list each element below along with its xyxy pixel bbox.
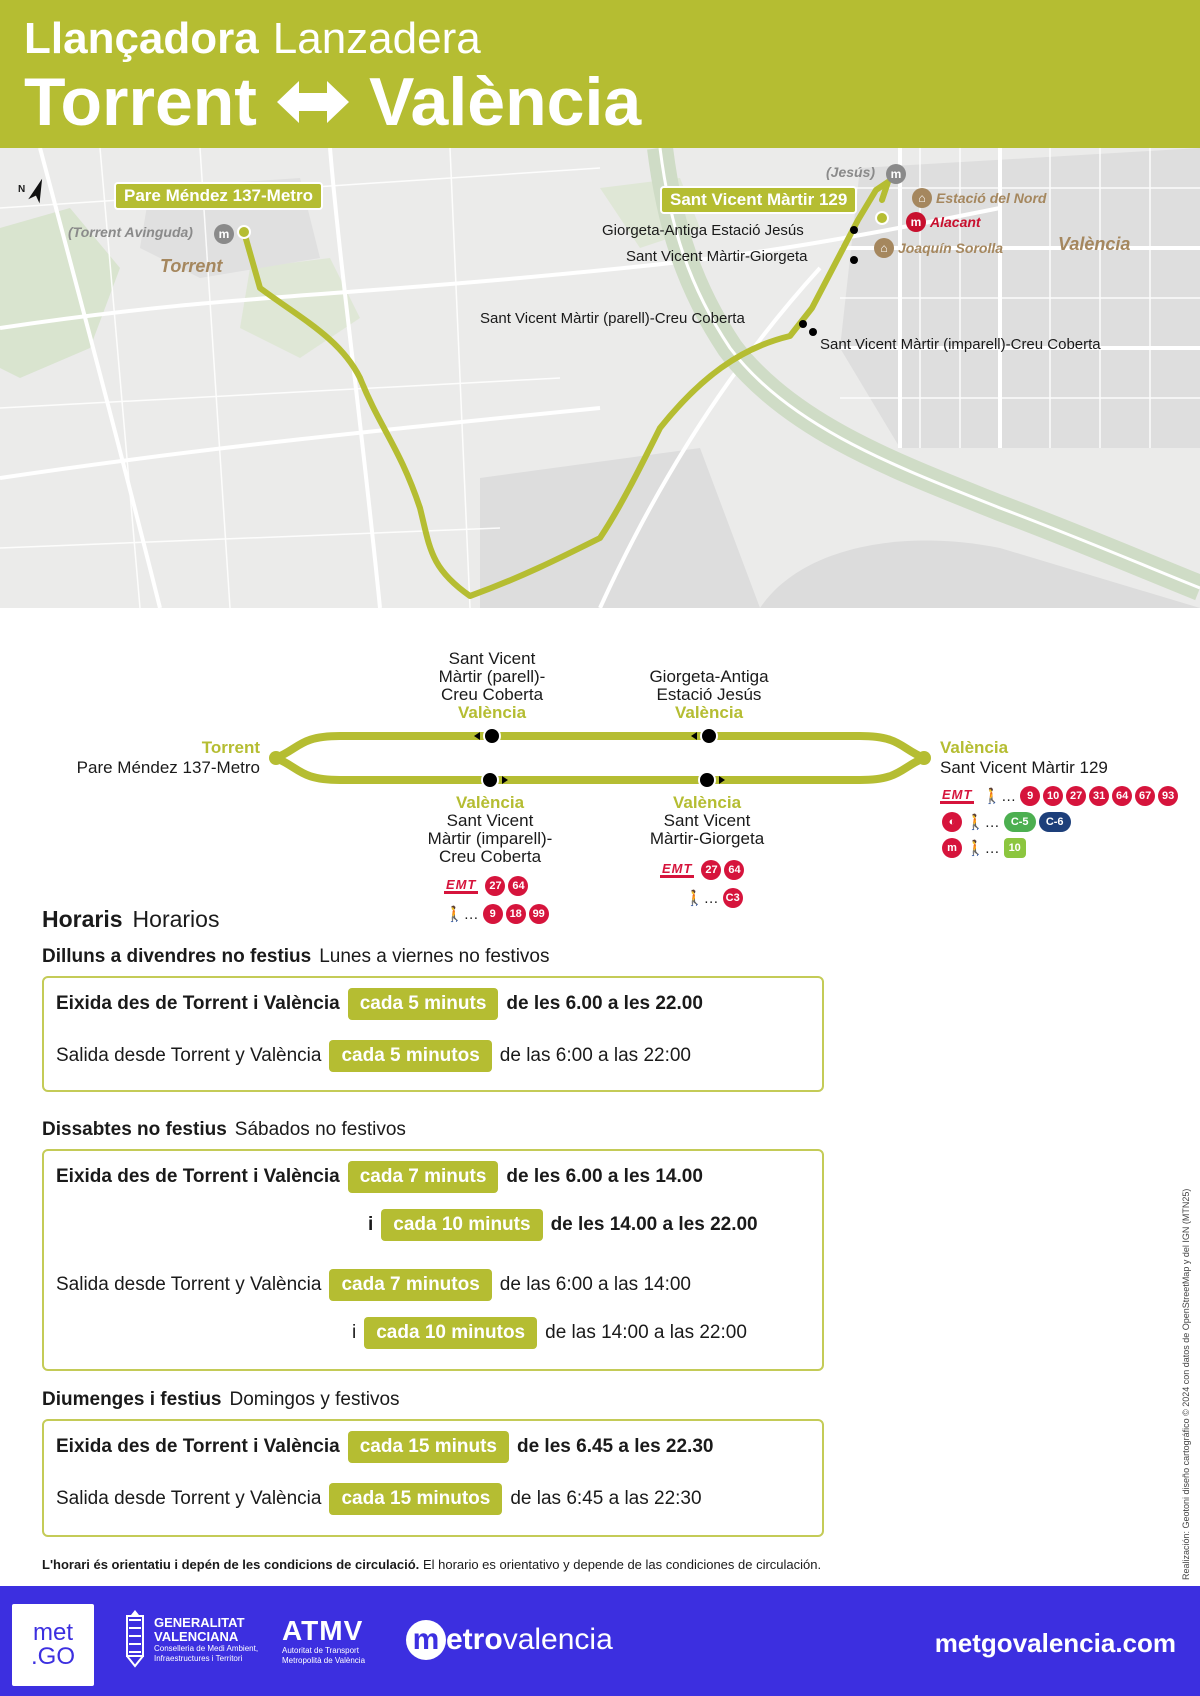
disclaimer-catalan: L'horari és orientatiu i depén de les condicions de circulació. <box>42 1557 420 1572</box>
section-title-spanish: Lunes a viernes no festivos <box>319 946 550 967</box>
weekday-section-title <box>42 946 549 968</box>
bottom-2-walk-connections <box>684 888 743 908</box>
schedule-heading <box>42 906 219 933</box>
metro-icon: m <box>886 164 906 184</box>
bus-line-badge: 10 <box>1043 786 1063 806</box>
bus-line-badge: 27 <box>701 860 721 880</box>
schedule-title-spanish: Horarios <box>132 906 220 932</box>
time-range: de las 6:45 a las 22:30 <box>510 1488 702 1509</box>
metro-icon: m <box>906 212 926 232</box>
stop-name-line: Creu Coberta <box>438 847 542 866</box>
departure-label: Eixida des de Torrent i València <box>56 1166 340 1187</box>
frequency-pill: cada 5 minuts <box>348 988 499 1020</box>
metrovalencia-logo <box>406 1620 613 1660</box>
footer <box>0 1586 1200 1696</box>
generalitat-line2: VALENCIANA <box>154 1629 239 1644</box>
bus-line-badge: 64 <box>724 860 744 880</box>
diagram-right-stop: Sant Vicent Màrtir 129 <box>940 758 1108 777</box>
bus-line-badge: 93 <box>1158 786 1178 806</box>
section-title-catalan: Diumenges i festius <box>42 1389 222 1410</box>
header-title-line <box>24 14 481 64</box>
departure-label: Salida desde Torrent y València <box>56 1045 322 1066</box>
section-title-spanish: Domingos y festivos <box>229 1389 400 1410</box>
bus-line-badge: 27 <box>485 876 505 896</box>
time-range: de las 14:00 a las 22:00 <box>545 1322 747 1343</box>
diagram-stop-bottom-1 <box>390 794 590 866</box>
stop-name-line: Creu Coberta <box>440 685 544 704</box>
bus-line-badge: 64 <box>1112 786 1132 806</box>
metgo-logo-line1: met <box>32 1619 73 1646</box>
departure-label: Salida desde Torrent y València <box>56 1274 322 1295</box>
stop-name-line: Sant Vicent <box>446 811 534 830</box>
route-map <box>0 148 1200 608</box>
map-metro-jesus-label: (Jesús) <box>826 164 876 180</box>
conjunction: i <box>352 1322 357 1343</box>
conjunction: i <box>368 1214 374 1235</box>
departure-label: Eixida des de Torrent i València <box>56 993 340 1014</box>
stop-name-line: Estació Jesús <box>656 685 762 704</box>
time-range: de les 14.00 a les 22.00 <box>550 1214 758 1235</box>
atmv-logo <box>282 1616 365 1666</box>
route-origin: Torrent <box>24 64 257 140</box>
emt-logo: EMT <box>446 876 477 892</box>
time-range: de las 6:00 a las 22:00 <box>499 1045 691 1066</box>
sunday-row-catalan <box>56 1431 713 1463</box>
stop-city: València <box>672 793 742 812</box>
generalitat-logo <box>124 1610 258 1670</box>
weekday-row-catalan <box>56 988 703 1020</box>
rail-line-badge: C-5 <box>1004 812 1036 832</box>
stop-name-line: Sant Vicent <box>663 811 751 830</box>
stop-name-line: Màrtir (imparell)- <box>427 829 553 848</box>
bus-line-badge: 67 <box>1135 786 1155 806</box>
bottom-1-emt-connections <box>444 876 528 896</box>
map-credit-text: Realización: Geotoni diseño cartográfico © 2024 con datos de OpenStreetMap y del IGN (MTN25) <box>1181 1188 1191 1580</box>
map-town-valencia: València <box>1058 234 1131 254</box>
metrovalencia-bold: etro <box>446 1623 503 1656</box>
line-diagram <box>0 608 1200 908</box>
metro-icon: m <box>942 838 962 858</box>
double-arrow-icon <box>273 77 353 127</box>
metgo-logo-line2: .GO <box>30 1643 75 1670</box>
disclaimer-spanish: El horario es orientativo y depende de las condiciones de circulación. <box>422 1557 822 1572</box>
bus-line-badge: 27 <box>1066 786 1086 806</box>
frequency-pill: cada 7 minutos <box>329 1269 491 1301</box>
map-badge-end: Sant Vicent Màrtir 129 <box>660 186 857 214</box>
section-title-spanish: Sábados no festivos <box>234 1119 406 1140</box>
map-stop-giorgeta-antiga: Giorgeta-Antiga Estació Jesús <box>602 222 804 239</box>
bus-line-badge: 9 <box>1020 786 1040 806</box>
time-range: de les 6.00 a les 22.00 <box>506 993 703 1014</box>
frequency-pill: cada 10 minutos <box>364 1317 537 1349</box>
frequency-pill: cada 5 minutos <box>329 1040 491 1072</box>
train-icon: ⌂ <box>874 238 894 258</box>
walk-icon: 🚶… <box>966 814 1000 831</box>
time-range: de las 6:00 a las 14:00 <box>499 1274 691 1295</box>
stop-name-line: Giorgeta-Antiga <box>649 667 769 686</box>
bottom-1-walk-connections <box>444 904 549 924</box>
frequency-pill: cada 7 minuts <box>348 1161 499 1193</box>
generalitat-sub2: Infraestructures i Territori <box>154 1654 243 1663</box>
right-emt-connections <box>940 786 1178 806</box>
weekday-row-spanish <box>56 1040 691 1072</box>
section-title-catalan: Dissabtes no festius <box>42 1119 227 1140</box>
rail-line-badge: C-6 <box>1039 812 1071 832</box>
bus-line-badge: 99 <box>529 904 549 924</box>
bottom-2-emt-connections <box>660 860 744 880</box>
walk-icon: 🚶… <box>982 788 1017 805</box>
diagram-stop-top-2 <box>609 668 809 722</box>
frequency-pill: cada 15 minuts <box>348 1431 509 1463</box>
stop-city: València <box>457 703 527 722</box>
diagram-left-city: Torrent <box>201 738 260 757</box>
generalitat-line1: GENERALITAT <box>154 1615 245 1630</box>
stop-city: València <box>455 793 525 812</box>
title-catalan: Llançadora <box>24 14 259 63</box>
map-stop-svm-parell: Sant Vicent Màrtir (parell)-Creu Coberta <box>480 310 745 327</box>
website-link[interactable]: metgovalencia.com <box>934 1628 1176 1658</box>
metro-icon: m <box>214 224 234 244</box>
metro-line-badge: 10 <box>1004 838 1026 858</box>
saturday-row-spanish-1 <box>56 1269 691 1301</box>
header-banner <box>0 0 1200 148</box>
map-badge-start: Pare Méndez 137-Metro <box>114 182 323 210</box>
schedule-title-catalan: Horaris <box>42 906 123 932</box>
train-icon: ⌂ <box>912 188 932 208</box>
stop-name-line: Sant Vicent <box>448 649 536 668</box>
map-background <box>0 148 1200 608</box>
map-credit <box>1181 1110 1189 1580</box>
metgo-logo <box>12 1604 94 1686</box>
atmv-sub2: Metropolità de València <box>282 1656 366 1665</box>
diagram-right-end <box>940 738 1108 778</box>
right-metro-connections <box>942 838 1026 858</box>
time-range: de les 6.45 a les 22.30 <box>516 1436 714 1457</box>
diagram-left-end <box>50 738 260 778</box>
stop-name-line: Màrtir-Giorgeta <box>649 829 765 848</box>
bus-line-badge: 64 <box>508 876 528 896</box>
sunday-row-spanish <box>56 1483 702 1515</box>
schedule-disclaimer <box>42 1557 821 1572</box>
sunday-section-title <box>42 1389 400 1411</box>
map-town-torrent: Torrent <box>160 256 223 276</box>
emt-logo: EMT <box>662 860 693 876</box>
right-rail-connections <box>942 812 1071 832</box>
saturday-row-spanish-2 <box>352 1317 747 1349</box>
metrovalencia-m-icon: m <box>406 1620 446 1660</box>
diagram-stop-top-1 <box>392 650 592 722</box>
generalitat-sub1: Conselleria de Medi Ambient, <box>154 1644 259 1653</box>
diagram-right-city: València <box>940 738 1009 757</box>
map-joaquin-sorolla: Joaquín Sorolla <box>898 240 1004 256</box>
map-stop-svm-imparell: Sant Vicent Màrtir (imparell)-Creu Coberta <box>820 336 1101 353</box>
walk-icon: 🚶… <box>685 890 719 907</box>
time-range: de les 6.00 a les 14.00 <box>506 1166 703 1187</box>
section-title-catalan: Dilluns a divendres no festius <box>42 946 312 967</box>
frequency-pill: cada 10 minuts <box>381 1209 542 1241</box>
header-route <box>24 64 641 140</box>
departure-label: Eixida des de Torrent i València <box>56 1436 340 1457</box>
sunday-schedule-box <box>42 1419 824 1537</box>
atmv-logo-text: ATMV <box>282 1615 364 1646</box>
map-alacant: Alacant <box>930 214 981 230</box>
bus-line-badge: C3 <box>723 888 743 908</box>
saturday-schedule-box <box>42 1149 824 1371</box>
stop-name-line: Màrtir (parell)- <box>438 667 546 686</box>
map-estacio-nord: Estació del Nord <box>936 190 1047 206</box>
emt-logo: EMT <box>942 786 973 802</box>
saturday-row-catalan-2 <box>368 1209 758 1241</box>
north-label: N <box>18 184 26 195</box>
frequency-pill: cada 15 minutos <box>329 1483 502 1515</box>
title-spanish: Lanzadera <box>272 14 481 63</box>
departure-label: Salida desde Torrent y València <box>56 1488 322 1509</box>
map-metro-torrent-label: (Torrent Avinguda) <box>68 224 193 240</box>
walk-icon: 🚶… <box>966 840 1000 857</box>
walk-icon: 🚶… <box>445 906 479 923</box>
generalitat-crest-icon <box>124 1610 146 1670</box>
metrovalencia-rest: valencia <box>502 1623 613 1656</box>
diagram-left-stop: Pare Méndez 137-Metro <box>76 758 260 777</box>
diagram-stop-bottom-2 <box>607 794 807 848</box>
stop-city: València <box>674 703 744 722</box>
map-stop-svm-giorgeta: Sant Vicent Màrtir-Giorgeta <box>626 248 808 265</box>
bus-line-badge: 31 <box>1089 786 1109 806</box>
weekday-schedule-box <box>42 976 824 1092</box>
bus-line-badge: 9 <box>483 904 503 924</box>
saturday-section-title <box>42 1119 406 1141</box>
bus-line-badge: 18 <box>506 904 526 924</box>
route-destination: València <box>368 64 642 140</box>
atmv-sub1: Autoritat de Transport <box>282 1646 359 1655</box>
renfe-icon: ◐ <box>942 812 962 832</box>
saturday-row-catalan-1 <box>56 1161 703 1193</box>
